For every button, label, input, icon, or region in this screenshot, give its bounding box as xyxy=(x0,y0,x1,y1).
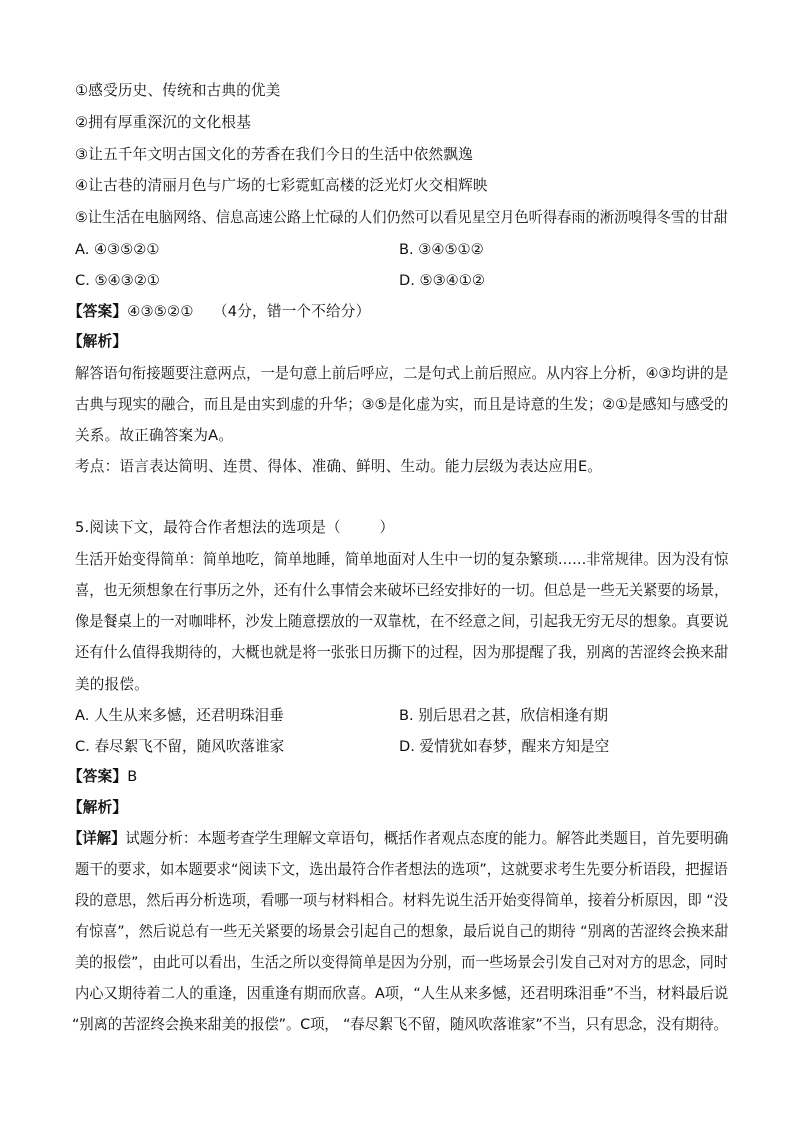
q4-analysis-line-2: 古典与现实的融合，而且是由实到虚的升华；③⑤是化虚为实，而且是诗意的生发；②①是感知与感受的 xyxy=(75,396,729,413)
q4-item-1: ①感受历史、传统和古典的优美 xyxy=(75,82,281,99)
q5-passage-line-4: 还有什么值得我期待的，大概也就是将一张张日历撕下的过程，因为那提醒了我，别离的苦涩终会换来甜 xyxy=(75,644,729,661)
q4-item-4: ④让古巷的清丽月色与广场的七彩霓虹高楼的泛光灯火交相辉映 xyxy=(75,177,488,194)
q4-item-2: ②拥有厚重深沉的文化根基 xyxy=(75,114,252,131)
q5-detail-line-4: 有惊喜”，然后说总有一些无关紧要的场景会引起自己的想象，最后说自己的期待 “别离的苦涩终会换来甜 xyxy=(75,923,729,940)
q4-answer xyxy=(68,302,370,322)
q5-answer xyxy=(68,767,137,787)
q5-option-d: D. 爱情犹如春梦，醒来方知是空 xyxy=(399,738,610,755)
q5-option-a: A. 人生从来多憾，还君明珠泪垂 xyxy=(75,707,284,724)
q5-detail-line-3: 段的意思，然后再分析选项，看哪一项与材料相合。材料先说生活开始变得简单，接着分析原因，即 “没 xyxy=(75,892,728,909)
q5-passage-line-2: 喜，也无须想象在行事历之外，还有什么事情会来破坏已经安排好的一切。但总是一些无关紧要的场景， xyxy=(75,582,729,599)
q4-option-c: C. ⑤④③②① xyxy=(75,272,160,289)
q5-detail-line-7: “别离的苦涩终会换来甜美的报偿”。C项， “春尽絮飞不留，随风吹落谁家”不当，只有思念，没有期待。 xyxy=(72,1016,728,1033)
q4-analysis-line-1: 解答语句衔接题要注意两点，一是句意上前后呼应，二是句式上前后照应。从内容上分析，④③均讲的是 xyxy=(75,365,729,382)
q5-option-c: C. 春尽絮飞不留，随风吹落谁家 xyxy=(75,738,285,755)
q4-option-d: D. ⑤③④①② xyxy=(399,272,485,289)
q5-answer-text: B xyxy=(127,768,138,785)
q5-option-b: B. 别后思君之甚，欣信相逢有期 xyxy=(399,707,609,724)
q5-detail-line-2: 题干的要求，如本题要求“阅读下文，选出最符合作者想法的选项”，这就要求考生先要分析语段，把握语 xyxy=(75,861,728,878)
q5-detail-line-1 xyxy=(68,829,728,849)
q4-option-a: A. ④③⑤②① xyxy=(75,241,160,258)
q4-answer-text: ④③⑤②① （4分，错一个不给分） xyxy=(127,303,371,320)
q5-passage-line-1: 生活开始变得简单：简单地吃，简单地睡，简单地面对人生中一切的复杂繁琐……非常规律。因为没有惊 xyxy=(75,551,729,568)
q5-analysis-label: 【解析】 xyxy=(68,799,128,816)
q5-detail-text-1: 试题分析：本题考查学生理解文章语句，概括作者观点态度的能力。解答此类题目，首先要明确 xyxy=(125,830,729,847)
q5-detail-label: 【详解】 xyxy=(68,830,126,847)
q4-analysis-line-4: 考点：语言表达简明、连贯、得体、准确、鲜明、生动。能力层级为表达应用E。 xyxy=(75,458,603,475)
q4-analysis-line-3: 关系。故正确答案为A。 xyxy=(75,427,234,444)
q4-answer-label: 【答案】 xyxy=(68,303,128,320)
q4-analysis-label: 【解析】 xyxy=(68,333,128,350)
q4-option-b: B. ③④⑤①② xyxy=(399,241,484,258)
q5-stem: 5.阅读下文，最符合作者想法的选项是（ ） xyxy=(75,519,395,536)
q5-passage-line-3: 像是餐桌上的一对咖啡杯，沙发上随意摆放的一双靠枕，在不经意之间，引起我无穷无尽的想象。真要说 xyxy=(75,613,729,630)
q5-detail-line-6: 内心又期待着二人的重逢，因重逢有期而欣喜。A项，“人生从来多憾，还君明珠泪垂”不当，材料最后说 xyxy=(75,985,729,1002)
q5-answer-label: 【答案】 xyxy=(68,768,128,785)
q4-item-3: ③让五千年文明古国文化的芳香在我们今日的生活中依然飘逸 xyxy=(75,146,473,163)
q5-detail-line-5: 美的报偿”，由此可以看出，生活之所以变得简单是因为分别，而一些场景会引发自己对对方的思念，同时 xyxy=(75,954,728,971)
q4-item-5: ⑤让生活在电脑网络、信息高速公路上忙碌的人们仍然可以看见星空月色听得春雨的淅沥嗅得冬雪的甘甜 xyxy=(75,209,728,226)
q5-passage-line-5: 美的报偿。 xyxy=(75,676,149,693)
